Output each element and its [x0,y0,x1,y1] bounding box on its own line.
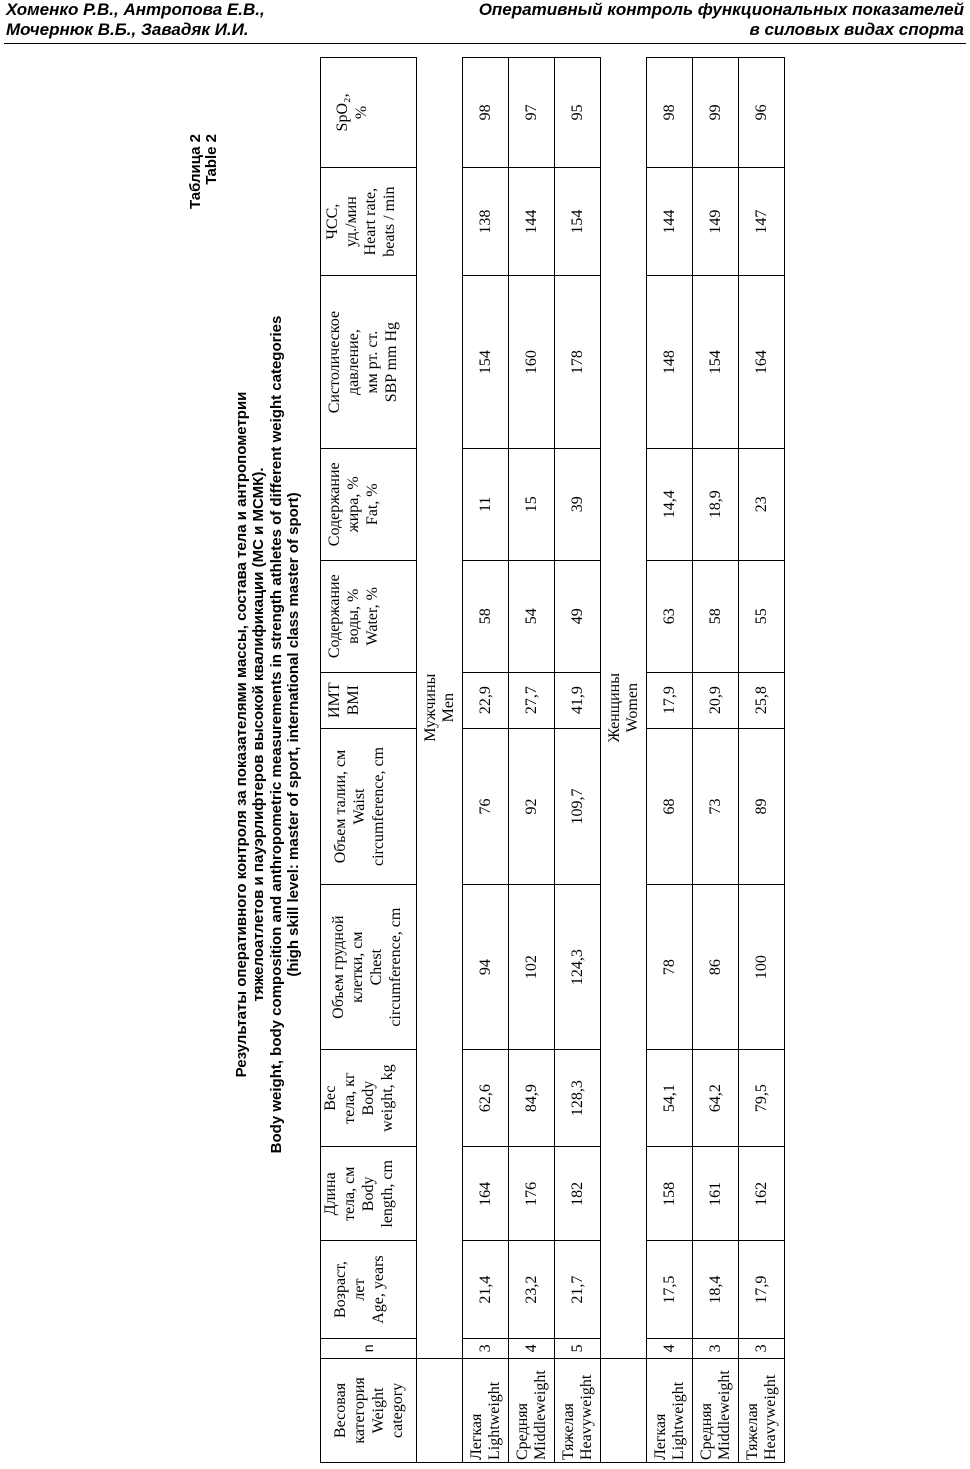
header-authors-line1: Хоменко Р.В., Антропова Е.В., [6,0,265,19]
cell-spo2: 96 [739,58,785,168]
col-header-line: circumference, cm [370,747,387,867]
col-header-line: Весовая [332,1382,349,1438]
cell-length: 161 [693,1147,739,1241]
col-header-line: Возраст, [332,1261,349,1319]
cell-sbp: 154 [463,276,509,448]
header-title-line2: в силовых видах спорта [749,20,964,39]
cell-waist: 73 [693,728,739,885]
category-en: Lightweight [485,1381,503,1460]
category-en: Middleweight [531,1370,549,1460]
category-ru: Тяжелая [743,1403,761,1460]
data-table [320,57,785,1463]
cell-waist: 76 [463,728,509,885]
cell-fat: 15 [509,448,555,560]
col-header-line: circumference, cm [387,907,404,1027]
col-header-fat [321,448,417,560]
cell-spo2: 95 [555,58,601,168]
cell-bmi: 41,9 [555,672,601,728]
col-header-line: Weight [370,1387,387,1434]
col-header-spo2 [321,58,417,168]
category-ru: Тяжелая [559,1403,577,1460]
cell-spo2: 99 [693,58,739,168]
group-label-men [417,58,463,1359]
cell-hr: 144 [647,167,693,276]
col-header-age [321,1241,417,1338]
table-row [509,58,555,1463]
cell-age: 17,9 [739,1241,785,1338]
cell-spo2: 97 [509,58,555,168]
col-header-line: клетки, см [349,931,366,1003]
cell-age: 21,4 [463,1241,509,1338]
col-header-category [321,1358,417,1462]
caption-ru-line2: тяжелоатлетов и пауэрлифтеров высокой квалификации (МС и МСМК). [250,467,268,1002]
cell-bmi: 20,9 [693,672,739,728]
group-label-ru: Женщины [605,673,623,743]
cell-hr: 154 [555,167,601,276]
col-header-sbp [321,276,417,448]
cell-sbp: 164 [739,276,785,448]
col-header-line: Body [360,1176,377,1212]
group-row-men [417,58,463,1463]
col-header-waist [321,728,417,885]
col-header-line: жира, % [345,476,362,533]
col-header-chest [321,885,417,1050]
category-cell [509,1358,555,1462]
cell-age: 17,5 [647,1241,693,1338]
cell-water: 58 [463,560,509,672]
cell-length: 182 [555,1147,601,1241]
cell-fat: 11 [463,448,509,560]
cell-weight: 128,3 [555,1049,601,1146]
category-en: Lightweight [669,1381,687,1460]
cell-n: 3 [739,1338,785,1358]
col-header-line: мм рт. ст. [364,330,381,394]
col-header-line: Систолическое [326,310,343,414]
category-cell [555,1358,601,1462]
cell-length: 158 [647,1147,693,1241]
cell-bmi: 22,9 [463,672,509,728]
col-header-line: Объем талии, см [332,749,349,864]
cell-age: 18,4 [693,1241,739,1338]
cell-waist: 92 [509,728,555,885]
cell-chest: 100 [739,885,785,1050]
cell-age: 23,2 [509,1241,555,1338]
cell-weight: 54,1 [647,1049,693,1146]
cell-chest: 78 [647,885,693,1050]
header-title-line1: Оперативный контроль функциональных показателей [478,0,964,19]
category-cell [693,1358,739,1462]
table-caption [233,0,303,1469]
table-label-en: Table 2 [203,134,220,185]
col-header-line: Heart rate, [362,187,379,256]
col-header-n [321,1338,417,1358]
col-header-line: Chest [368,948,385,986]
col-header-line: лет [351,1278,368,1301]
category-ru: Легкая [651,1413,669,1460]
caption-en-line1: Body weight, body composition and anthropometric measurements in strength athletes of different weight categories [267,315,285,1154]
group-label-en: Women [623,683,641,733]
col-header-line: ИМТ [326,682,343,718]
col-header-line: length, cm [379,1160,396,1228]
cell-sbp: 178 [555,276,601,448]
cell-hr: 138 [463,167,509,276]
cell-length: 176 [509,1147,555,1241]
header-row [321,58,417,1463]
cell-bmi: 25,8 [739,672,785,728]
category-ru: Средняя [697,1403,715,1460]
col-header-line: % [353,105,370,120]
cell-fat: 14,4 [647,448,693,560]
group-spacer [601,1358,647,1462]
col-header-line: категория [351,1377,368,1444]
col-header-line: Water, % [364,586,381,646]
cell-chest: 124,3 [555,885,601,1050]
category-en: Heavyweight [577,1374,595,1460]
col-header-line: weight, kg [379,1064,396,1132]
table-label [188,134,220,209]
col-header-line: Age, years [370,1255,387,1324]
cell-weight: 84,9 [509,1049,555,1146]
header-authors-line2: Мочернюк В.Б., Завадяк И.И. [6,20,249,39]
col-header-line: Body [360,1080,377,1116]
col-header-line: Объем грудной [330,915,347,1019]
group-spacer [417,1358,463,1462]
cell-chest: 94 [463,885,509,1050]
cell-water: 54 [509,560,555,672]
cell-weight: 62,6 [463,1049,509,1146]
table-label-ru: Таблица 2 [187,134,204,210]
cell-hr: 144 [509,167,555,276]
table-row [647,58,693,1463]
category-en: Middleweight [715,1370,733,1460]
cell-hr: 149 [693,167,739,276]
col-header-line: Waist [351,788,368,825]
col-header-hr [321,167,417,276]
table-row [693,58,739,1463]
col-header-line: Длина [322,1172,339,1216]
col-header-line: beats / min [381,186,398,257]
col-header-weight [321,1049,417,1146]
cell-fat: 39 [555,448,601,560]
cell-water: 58 [693,560,739,672]
cell-chest: 102 [509,885,555,1050]
col-header-line: category [389,1382,406,1438]
cell-fat: 23 [739,448,785,560]
cell-weight: 64,2 [693,1049,739,1146]
col-header-water [321,560,417,672]
category-cell [463,1358,509,1462]
col-header-line: тела, см [341,1166,358,1222]
cell-waist: 68 [647,728,693,885]
col-header-line: ЧСС, [324,203,341,240]
col-header-line: давление, [345,329,362,396]
col-header-line: BMI [345,685,362,716]
cell-length: 162 [739,1147,785,1241]
category-ru: Средняя [513,1403,531,1460]
cell-spo2: 98 [647,58,693,168]
col-header-bmi [321,672,417,728]
cell-water: 49 [555,560,601,672]
caption-ru-line1: Результаты оперативного контроля за показателями массы, состава тела и антропометрии [233,391,250,1078]
cell-length: 164 [463,1147,509,1241]
cell-sbp: 160 [509,276,555,448]
col-header-line: тела, кг [341,1072,358,1124]
cell-weight: 79,5 [739,1049,785,1146]
category-cell [739,1358,785,1462]
group-row-women [601,58,647,1463]
cell-chest: 86 [693,885,739,1050]
cell-n: 4 [509,1338,555,1358]
cell-n: 3 [463,1338,509,1358]
col-header-line: Содержание [326,574,343,659]
cell-n: 3 [693,1338,739,1358]
cell-fat: 18,9 [693,448,739,560]
col-header-line: Вес [322,1085,339,1111]
col-header-length [321,1147,417,1241]
cell-hr: 147 [739,167,785,276]
cell-waist: 109,7 [555,728,601,885]
cell-bmi: 17,9 [647,672,693,728]
cell-bmi: 27,7 [509,672,555,728]
cell-water: 55 [739,560,785,672]
table-row [463,58,509,1463]
caption-en-line2: (high skill level: master of sport, international class master of sport) [285,492,303,977]
cell-age: 21,7 [555,1241,601,1338]
cell-waist: 89 [739,728,785,885]
cell-n: 4 [647,1338,693,1358]
group-label-women [601,58,647,1359]
cell-spo2: 98 [463,58,509,168]
category-en: Heavyweight [761,1374,779,1460]
category-cell [647,1358,693,1462]
col-header-line: SpO₂, [334,93,351,132]
table-row [739,58,785,1463]
col-header-line: воды, % [345,588,362,644]
col-header-line: уд./мин [343,196,360,248]
col-header-line: Fat, % [364,483,381,526]
table-row [555,58,601,1463]
cell-n: 5 [555,1338,601,1358]
group-label-ru: Мужчины [421,673,439,742]
category-ru: Легкая [467,1413,485,1460]
col-header-line: Содержание [326,462,343,547]
col-header-line: n [360,1344,376,1353]
col-header-line: SBP mm Hg [383,321,400,403]
cell-water: 63 [647,560,693,672]
cell-sbp: 154 [693,276,739,448]
cell-sbp: 148 [647,276,693,448]
group-label-en: Men [439,693,457,723]
